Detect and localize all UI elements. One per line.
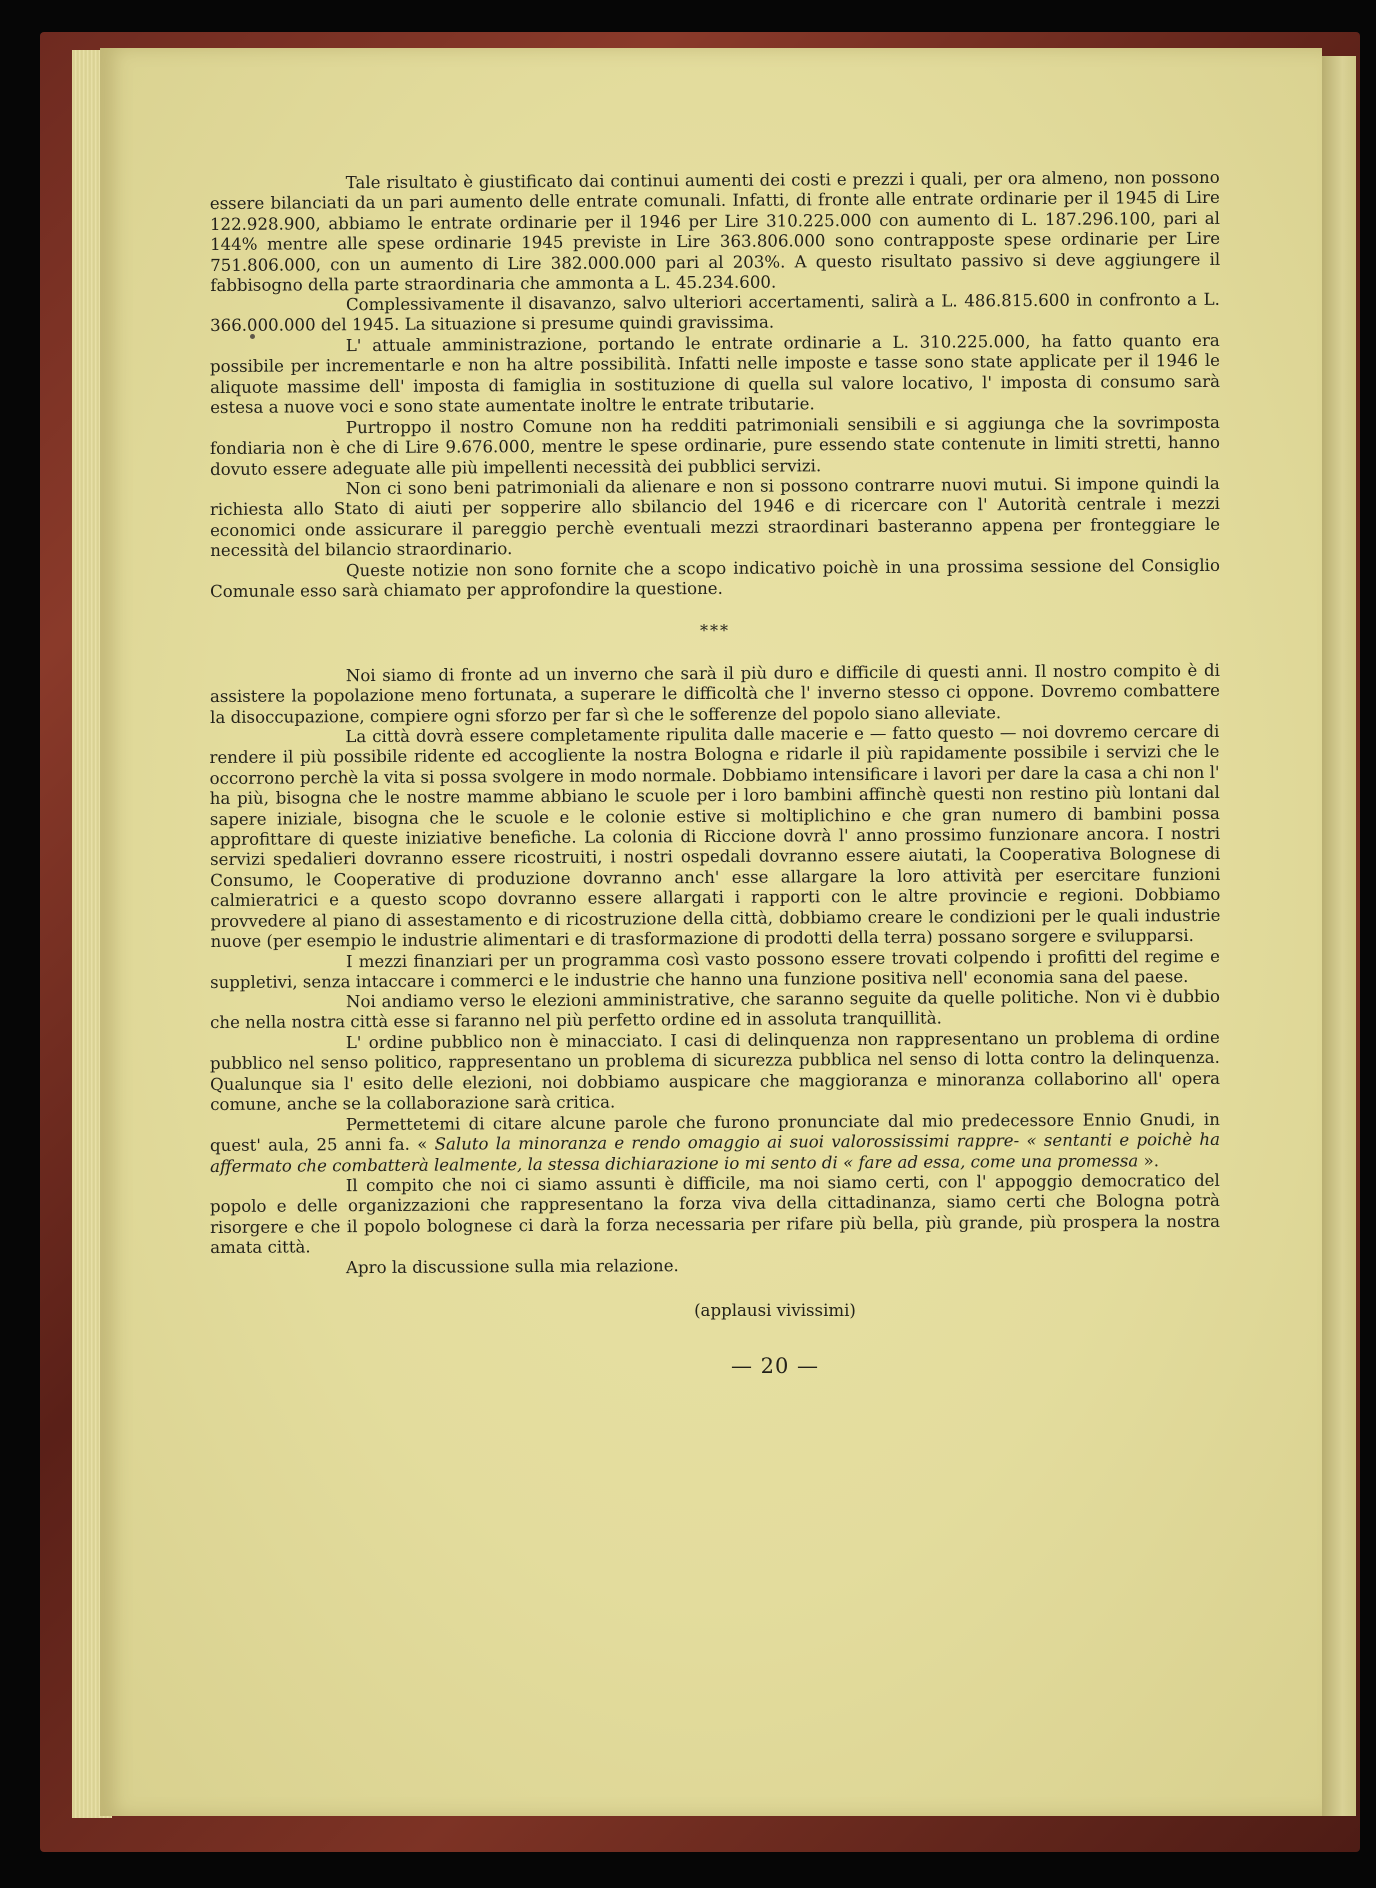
applause-note: (applausi vivissimi)	[694, 1301, 856, 1321]
paragraph-8: La città dovrà essere completamente ripulita dalle macerie e — fatto questo — noi dovremo cercare di rendere il più possibile ridente ed accogliente la nostra Bologna e ridarle il più rapidamente possibile i servizi che le occorrono perchè la vita si possa svolgere in modo normale. Dobbiamo intensificare i lavori per dare la casa a chi non l' ha più, bisogna che le nostre mamme abbiano le scuole per i loro bambini affinchè questi non restino più lontani dal sapere iniziale, bisogna che le scuole e le colonie estive si moltiplichino e che gran numero di bambini possa approfittare di queste iniziative benefiche. La colonia di Riccione dovrà l' anno prossimo funzionare ancora. I nostri servizi spedalieri dovranno essere ricostruiti, i nostri ospedali dovranno essere aiutati, la Cooperativa Bolognese di Consumo, le Cooperative di produzione dovranno anch' esse allargare la loro attività per esercitare funzioni calmieratrici e a questo scopo dovranno essere allargati i rapporti con le altre provincie e regioni. Dobbiamo provvedere al piano di assestamento e di ricostruzione della città, dobbiamo creare le condizioni per le quali industrie nuove (per esempio le industrie alimentari e di trasformazione di prodotti della terra) possano sorgere e svilupparsi.	[209, 721, 1221, 952]
paragraph-13: Apro la discussione sulla mia relazione.	[345, 1255, 679, 1277]
quote-paragraph	[210, 1110, 1220, 1177]
paragraph-11: L' ordine pubblico non è minacciato. I casi di delinquenza non rappresentano un problema di ordine pubblico nel senso politico, rappresentano un problema di sicurezza pubblica nel senso di lotta contro la delinquenza. Qualunque sia l' esito delle elezioni, noi dobbiamo auspicare che maggioranza e minoranza collaborino all' opera comune, anche se la collaborazione sarà critica.	[209, 1028, 1221, 1115]
quote-text: Saluto la minoranza e rendo omaggio ai suoi valorossissimi rappre- « sentanti e poichè ha affermato che combatterà lealmente, la stessa dichiarazione io mi sento di « fare ad essa, come una promessa	[210, 1130, 1221, 1176]
paragraph-3: L' attuale amministrazione, portando le entrate ordinarie a L. 310.225.000, ha fatto quanto era possibile per incrementarle e non ha altre possibilità. Infatti nelle imposte e tasse sono state applicate per il 1946 le aliquote massime dell' imposta di famiglia in sostituzione di quella sul valore locativo, l' imposta di consumo sarà estesa a nuove voci e sono state aumentate inoltre le entrate tributarie.	[209, 331, 1221, 418]
next-page-edge	[1322, 56, 1356, 1816]
paragraph-9: I mezzi finanziari per un programma così vasto possono essere trovati colpendo i profitti del regime e suppletivi, senza intaccare i commerci e le industrie che hanno una funzione positiva nell' economia sana del paese.	[210, 946, 1220, 993]
quote-close: ».	[1143, 1150, 1160, 1170]
paragraph-2: Complessivamente il disavanzo, salvo ulteriori accertamenti, salirà a L. 486.815.600 in confronto a L. 366.000.000 del 1945. La situazione si presume quindi gravissima.	[210, 290, 1220, 336]
paragraph-4: Purtroppo il nostro Comune non ha redditi patrimoniali sensibili e si aggiunga che la sovrimposta fondiaria non è che di Lire 9.676.000, mentre le spese ordinarie, pure essendo state contenute in limiti stretti, hanno dovuto essere adeguate alle più impellenti necessità dei pubblici servizi.	[209, 412, 1221, 479]
page-text	[209, 167, 1221, 1378]
paragraph-5: Non ci sono beni patrimoniali da alienare e non si possono contrarre nuovi mutui. Si impone quindi la richiesta allo Stato di aiuti per sopperire allo sbilancio del 1946 e di ricercare con l' Autorità centrale i mezzi economici onde assicurare il pareggio perchè eventuali mezzi straordinari basteranno appena per fronteggiare le necessità del bilancio straordinario.	[209, 473, 1221, 561]
paragraph-6: Queste notizie non sono fornite che a scopo indicativo poichè in una prossima sessione del Consiglio Comunale esso sarà chiamato per approfondire la questione.	[210, 555, 1220, 602]
paragraph-10: Noi andiamo verso le elezioni amministrative, che saranno seguite da quelle politiche. Non vi è dubbio che nella nostra città esse si faranno nel più perfetto ordine ed in assoluta tranquillità.	[210, 987, 1220, 1033]
page-number: — 20 —	[730, 1353, 820, 1378]
paragraph-7: Noi siamo di fronte ad un inverno che sarà il più duro e difficile di questi anni. Il nostro compito è di assistere la popolazione meno fortunata, a superare le difficoltà che l' inverno stesso ci oppone. Dovremo combattere la disoccupazione, compiere ogni sforzo per far sì che le sofferenze del popolo siano alleviate.	[209, 660, 1221, 727]
quote-intro: Permettetemi di citare alcune parole che furono pronunciate dal mio predecessore Ennio Gnudi, in quest' aula, 25 anni fa. «	[209, 1109, 1220, 1156]
paragraph-12: Il compito che noi ci siamo assunti è difficile, ma noi siamo certi, con l' appoggio democratico del popolo e delle organizzazioni che rappresentano la forza viva della cittadinanza, siamo certi che Bologna potrà risorgere e che il popolo bolognese ci darà la forza necessaria per rifare più bella, più grande, più prospera la nostra amata città.	[209, 1170, 1221, 1258]
paragraph-1: Tale risultato è giustificato dai continui aumenti dei costi e prezzi i quali, per ora almeno, non possono essere bilanciati da un pari aumento delle entrate comunali. Infatti, di fronte alle entrate ordinarie per il 1945 di Lire 122.928.900, abbiamo le entrate ordinarie per il 1946 per Lire 310.225.000 con aumento di L. 187.296.100, pari al 144% mentre alle spese ordinarie 1945 previste in Lire 363.806.000 sono contrapposte spese ordinarie per Lire 751.806.000, con un aumento di Lire 382.000.000 pari al 203%. A questo risultato passivo si deve aggiungere il fabbisogno della parte straordinaria che ammonta a L. 45.234.600.	[209, 167, 1221, 296]
section-separator: ***	[700, 620, 730, 640]
